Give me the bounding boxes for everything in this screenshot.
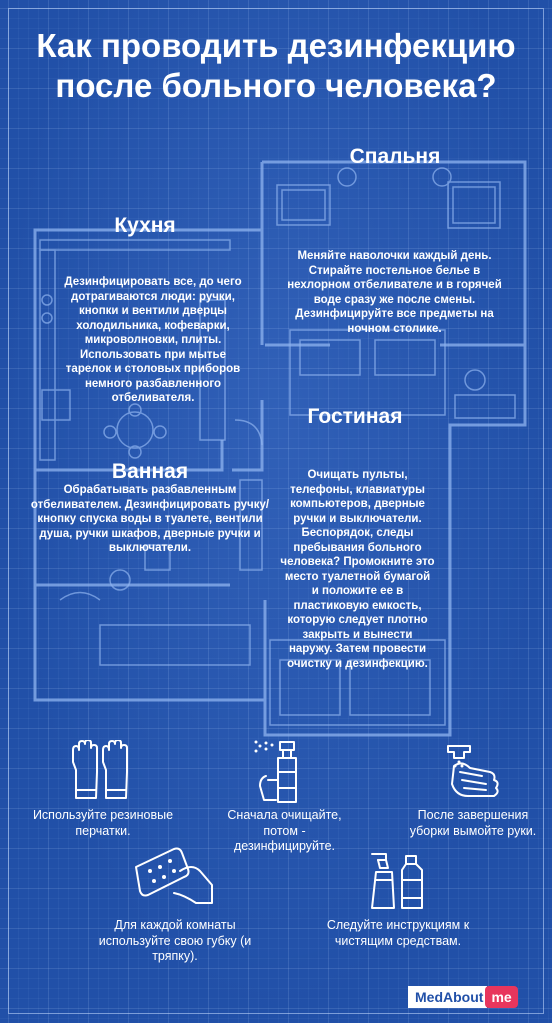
medabout-logo[interactable] bbox=[408, 986, 518, 1008]
kitchen-text: Дезинфицировать все, до чего дотрагиваются люди: ручки, кнопки и вентили дверцы холодильника, кофеварки, микроволновки, плиты. Использовать при мытье тарелок и столовых приборов немного разбавленного отбеливателя. bbox=[64, 276, 242, 404]
bathroom-text: Обрабатывать разбавленным отбеливателем. Дезинфицировать ручку/кнопку спуска воды в туалете, вентили душа, ручки шкафов, дверные ручки и выключатели. bbox=[30, 484, 270, 554]
sponge-icon bbox=[130, 845, 214, 907]
bathroom-title: Ванная bbox=[111, 460, 189, 483]
kitchen-title: Кухня bbox=[114, 214, 176, 237]
tip-bottles-text: Следуйте инструкциям к чистящим средствам. bbox=[326, 918, 470, 948]
tip-hand-wash-text: После завершения уборки вымойте руки. bbox=[409, 808, 537, 838]
bedroom-text: Меняйте наволочки каждый день. Стирайте постельное белье в нехлорном отбеливателе и в горячей воде сразу же после смены. Дезинфицируйте все предметы на ночном столике. bbox=[287, 250, 502, 335]
logo-word: MedAbout bbox=[408, 986, 487, 1008]
logo-me-badge: me bbox=[485, 986, 517, 1008]
page-title: Как проводить дезинфекцию после больного человека? bbox=[36, 27, 516, 104]
bedroom-title: Спальня bbox=[349, 145, 441, 168]
living-room-title: Гостиная bbox=[307, 405, 403, 428]
tip-gloves-text: Используйте резиновые перчатки. bbox=[32, 808, 174, 838]
cleaning-bottles-icon bbox=[368, 850, 432, 910]
tip-spray-text: Сначала очищайте, потом - дезинфицируйте. bbox=[227, 808, 342, 853]
gloves-icon bbox=[70, 740, 136, 800]
tip-sponge-text: Для каждой комнаты используйте свою губку (и тряпку). bbox=[98, 918, 252, 963]
hand-wash-icon bbox=[440, 742, 502, 800]
spray-icon bbox=[250, 740, 320, 805]
living-room-text: Очищать пульты, телефоны, клавиатуры компьютеров, дверные ручки и выключатели. Беспорядок, следы пребывания больного человека? Промокните это место туалетной бумагой и положите ее в пластиковую емкость, которую следует плотно закрыть и вынести наружу. Затем провести очистку и дезинфекцию. bbox=[280, 469, 435, 670]
